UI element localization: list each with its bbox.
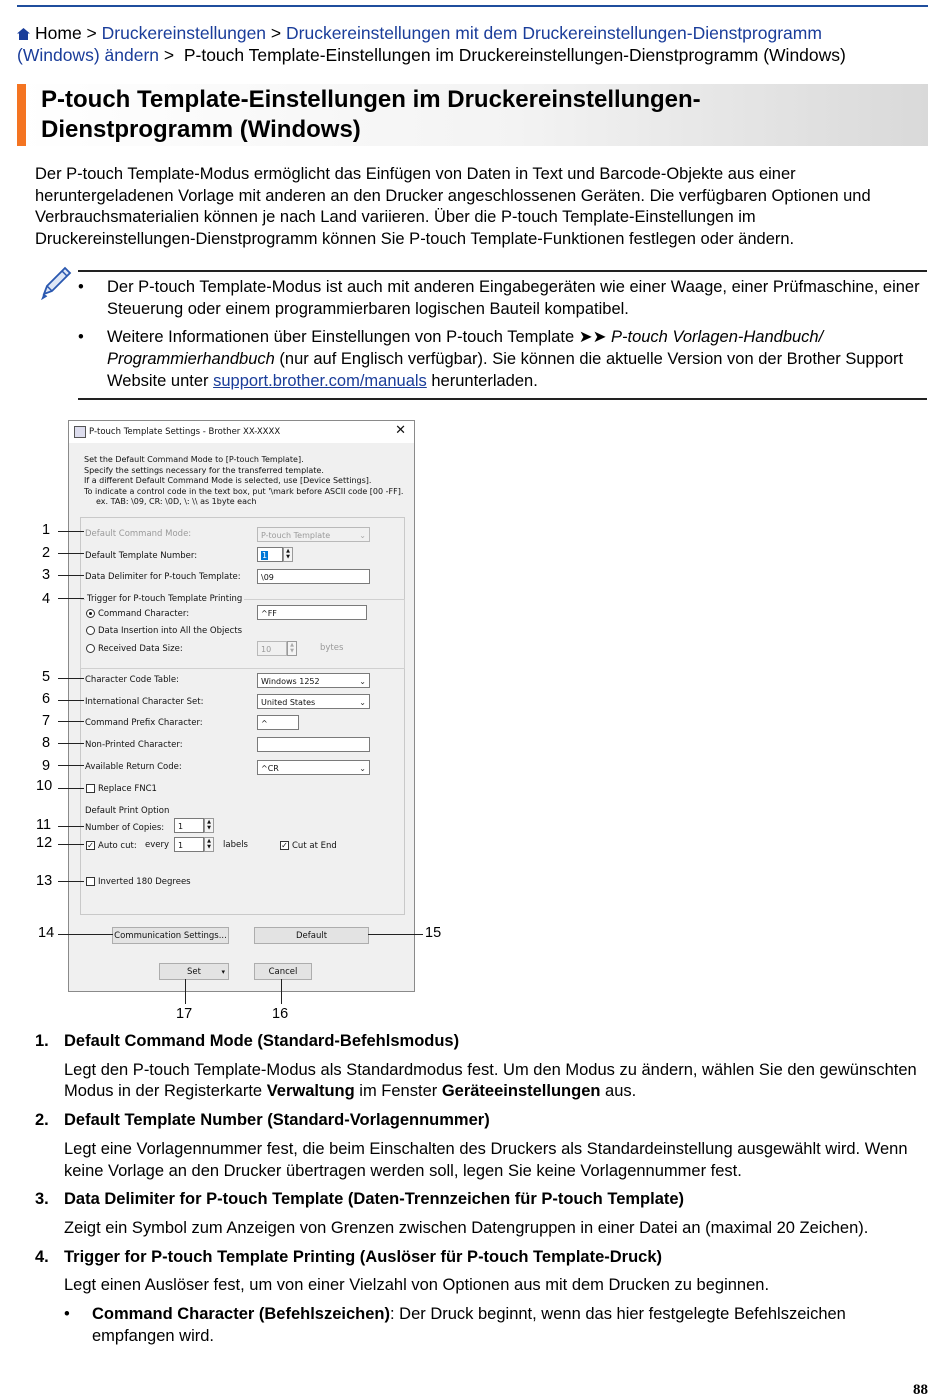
close-icon[interactable]: ✕ [395,423,406,438]
callout-line [58,826,84,827]
info-line: If a different Default Command Mode is selected, use [Device Settings]. [84,476,372,486]
every-spinner[interactable]: ▲ ▼ [204,837,214,852]
copies-input[interactable] [174,818,204,833]
received-data-size-radio[interactable] [86,644,95,653]
breadcrumb-separator: > [159,45,179,65]
callout-number: 12 [36,835,53,851]
data-delimiter-label: Data Delimiter for P-touch Template: [85,572,241,582]
callout-line [58,881,84,882]
inverted-checkbox[interactable] [86,877,95,886]
command-character-value: ^FF [261,609,277,618]
chevron-down-icon: ⌄ [359,698,366,707]
page-title-box [17,84,928,146]
reference-arrows-icon: ➤➤ [578,328,607,347]
pencil-note-icon [38,264,72,300]
default-template-number-input[interactable] [257,547,283,562]
list-item-heading [35,1247,927,1269]
callout-number: 3 [42,567,51,583]
non-printed-label: Non-Printed Character: [85,740,183,750]
callout-number: 16 [272,1006,289,1022]
page-title-line1: P-touch Template-Einstellungen im Druckereinstellungen- [41,86,701,113]
callout-number: 11 [36,817,52,833]
replace-fnc1-label: Replace FNC1 [98,784,157,794]
command-prefix-input[interactable] [257,715,299,730]
international-charset-value: United States [261,698,316,707]
item-text: aus. [600,1082,637,1101]
character-code-table-value: Windows 1252 [261,677,320,686]
cut-at-end-label: Cut at End [292,841,337,851]
callout-number: 2 [42,545,51,561]
bytes-label: bytes [320,643,344,653]
dialog-info-text [84,455,409,508]
support-link[interactable]: support.brother.com/manuals [213,371,427,390]
description-list [35,1031,927,1347]
breadcrumb-current: P-touch Template-Einstellungen im Druckereinstellungen-Dienstprogramm (Windows) [183,45,846,65]
info-line: Specify the settings necessary for the transferred template. [84,465,324,475]
settings-dialog [68,420,415,992]
note-item-text: herunterladen. [426,371,538,390]
callout-line [185,979,186,1004]
inverted-label: Inverted 180 Degrees [98,877,191,887]
note-item-text: Der P-touch Template-Modus ist auch mit anderen Eingabegeräten wie einer Waage, einer Prüfmaschine, einer Steuerung oder einem programmierbaren logischen Bauteil kompatibel. [107,278,920,318]
international-charset-label: International Character Set: [85,697,204,707]
callout-line [58,575,84,576]
note-item [78,277,923,320]
item-text: im Fenster [354,1082,442,1101]
dialog-titlebar [69,421,414,443]
top-rule [17,5,928,7]
list-item-heading [35,1031,927,1053]
breadcrumb-home[interactable]: Home [35,23,82,43]
breadcrumb-link-dienstprogramm[interactable]: Druckereinstellungen mit dem Druckereinstellungen-Dienstprogramm [286,23,822,43]
note-box [78,277,923,400]
every-value: 1 [178,841,184,850]
callout-line [58,788,84,789]
callout-line [58,743,84,744]
item-number: 1. [35,1032,49,1050]
callout-number: 10 [36,778,53,794]
page-number: 88 [913,1382,928,1398]
breadcrumb [17,22,927,66]
item-heading: Default Command Mode (Standard-Befehlsmodus) [64,1032,460,1050]
item-heading: Data Delimiter for P-touch Template (Daten-Trennzeichen für P-touch Template) [64,1190,685,1209]
list-item-text [35,1060,927,1103]
default-command-mode-select[interactable] [257,527,370,542]
default-print-option-label: Default Print Option [85,806,170,816]
item-number: 2. [35,1111,49,1130]
callout-line [58,700,84,701]
info-line: ex. TAB: \09, CR: \0D, \: \\ as 1byte each [96,497,257,507]
callout-number: 13 [36,873,53,889]
note-item-text: Weitere Informationen über Einstellungen von P-touch Template [107,328,579,347]
data-delimiter-input[interactable] [257,569,370,584]
bullet: • [64,1305,70,1324]
default-command-mode-value: P-touch Template [261,531,331,540]
replace-fnc1-checkbox[interactable] [86,784,95,793]
communication-settings-button[interactable]: Communication Settings... [112,927,229,944]
return-code-value: ^CR [261,764,279,773]
received-data-size-input[interactable] [257,641,287,656]
received-data-size-spinner[interactable]: ▲ ▼ [287,641,297,656]
cancel-button[interactable]: Cancel [254,963,312,980]
note-top-rule [78,270,927,272]
callout-number: 4 [42,591,51,607]
item-heading: Trigger for P-touch Template Printing (Auslöser für P-touch Template-Druck) [64,1247,663,1266]
set-button-label: Set [187,967,201,977]
international-charset-select[interactable] [257,694,370,709]
callout-number: 5 [42,669,51,685]
page-title [41,85,701,145]
callout-line [58,934,113,935]
sub-item-term: Command Character (Befehlszeichen) [92,1305,390,1324]
data-insertion-label: Data Insertion into All the Objects [98,626,243,636]
item-number: 4. [35,1247,49,1266]
page-title-line2: Dienstprogramm (Windows) [41,116,361,143]
auto-cut-checkbox[interactable]: ✓ [87,841,94,850]
note-bottom-rule [78,398,927,400]
item-number: 3. [35,1190,49,1209]
return-code-select[interactable] [257,760,370,775]
callout-number: 14 [38,925,55,941]
command-character-input[interactable] [257,605,367,620]
command-character-label: Command Character: [98,609,190,619]
breadcrumb-link-dienstprogramm-cont[interactable]: (Windows) ändern [17,45,159,65]
callout-line [58,721,84,722]
callout-number: 6 [42,691,51,707]
info-line: To indicate a control code in the text box, put '\mark before ASCII code [00 -FF]. [84,486,404,496]
received-data-size-label: Received Data Size: [98,644,183,654]
labels-label: labels [223,840,248,850]
ui-term: Geräteeinstellungen [441,1082,601,1101]
bullet: • [78,278,84,296]
printer-app-icon [74,426,86,438]
callout-line [58,765,84,766]
list-item-heading [35,1189,927,1211]
non-printed-input[interactable] [257,737,370,752]
trigger-group-label: Trigger for P-touch Template Printing [87,594,243,604]
list-item-text: Legt einen Auslöser fest, um von einer Vielzahl von Optionen aus mit dem Drucken zu beginnen. [64,1276,770,1295]
callout-number: 9 [42,758,51,774]
character-code-table-select[interactable] [257,673,370,688]
manual-reference: P-touch Vorlagen-Handbuch/ Programmierhandbuch [107,328,824,369]
callout-line [58,553,84,554]
every-label: every [145,840,170,850]
info-line: Set the Default Command Mode to [P-touch Template]. [84,455,304,464]
command-prefix-label: Command Prefix Character: [85,718,203,728]
return-code-label: Available Return Code: [85,762,182,772]
received-data-size-value: 10 [261,645,272,654]
breadcrumb-separator: > [81,23,102,43]
callout-line [58,844,84,845]
copies-label: Number of Copies: [85,823,165,833]
dropdown-arrow-icon: ▾ [221,968,225,976]
list-item-text: Zeigt ein Symbol zum Anzeigen von Grenzen zwischen Datengruppen in einer Datei an (maximal 20 Zeichen). [64,1218,869,1237]
callout-number: 7 [42,713,51,729]
item-heading: Default Template Number (Standard-Vorlagennummer) [64,1111,490,1130]
default-button[interactable]: Default [254,927,369,944]
callout-line [281,979,282,1004]
set-button[interactable] [159,963,229,980]
list-item-text: Legt eine Vorlagennummer fest, die beim Einschalten des Druckers als Standardeinstellung ausgewählt wird. Wenn keine Vorlage an den Drucker übertragen werden soll, legen Sie keine Vorlagennummer fest. [64,1139,908,1180]
callout-line [58,678,84,679]
callout-number: 15 [425,925,442,941]
cut-at-end-checkbox[interactable]: ✓ [281,841,288,850]
title-accent-bar [17,84,26,146]
default-template-number-value: 1 [262,551,268,560]
list-item-heading [35,1110,927,1132]
callout-number: 8 [42,735,51,751]
data-insertion-radio[interactable] [86,626,95,635]
data-delimiter-value: \09 [261,573,274,582]
auto-cut-label: Auto cut: [98,841,137,851]
chevron-down-icon: ⌄ [359,764,366,773]
callout-number: 1 [42,522,51,538]
copies-spinner[interactable]: ▲ ▼ [204,818,214,833]
copies-value: 1 [178,822,184,831]
note-item-text: (nur auf Englisch verfügbar). Sie können die aktuelle Version von der Brother Support Website unter [107,350,904,390]
character-code-table-label: Character Code Table: [85,675,179,685]
breadcrumb-link-druckereinstellungen[interactable]: Druckereinstellungen [101,23,267,43]
ui-term: Verwaltung [266,1082,355,1101]
breadcrumb-separator: > [266,23,286,43]
dialog-title: P-touch Template Settings - Brother XX-XXXX [89,427,281,437]
item-text: Legt den P-touch Template-Modus als Standardmodus fest. Um den Modus zu ändern, wählen Sie den gewünschten Modus in der Registerkarte [64,1060,917,1101]
sub-item-text: : Der Druck beginnt, wenn das hier festgelegte Befehlszeichen empfangen wird. [92,1305,846,1345]
chevron-down-icon: ⌄ [359,677,366,686]
callout-line [58,598,84,599]
every-input[interactable] [174,837,204,852]
callout-line [58,531,84,532]
default-command-mode-label: Default Command Mode: [85,529,192,539]
sub-list-item [35,1304,927,1347]
callout-line [368,934,423,935]
default-template-number-label: Default Template Number: [85,551,198,561]
note-item [78,327,923,392]
template-number-spinner[interactable]: ▲ ▼ [283,547,293,562]
chevron-down-icon: ⌄ [359,531,366,540]
command-character-radio[interactable] [86,609,95,618]
home-icon [17,28,30,40]
bullet: • [78,328,84,347]
callout-number: 17 [176,1006,193,1022]
command-prefix-value: ^ [261,719,268,728]
intro-paragraph: Der P-touch Template-Modus ermöglicht das Einfügen von Daten in Text und Barcode-Objekte aus einer heruntergeladenen Vorlage mit anderen an den Drucker angeschlossenen Geräten. Die verfügbaren Optionen und Verbrauchsmaterialien können je nach Land variieren. Über die P-touch Template-Einstellungen im Druckereinstellungen-Dienstprogramm können Sie P-touch Template-Funktionen festlegen oder ändern. [35,165,871,249]
